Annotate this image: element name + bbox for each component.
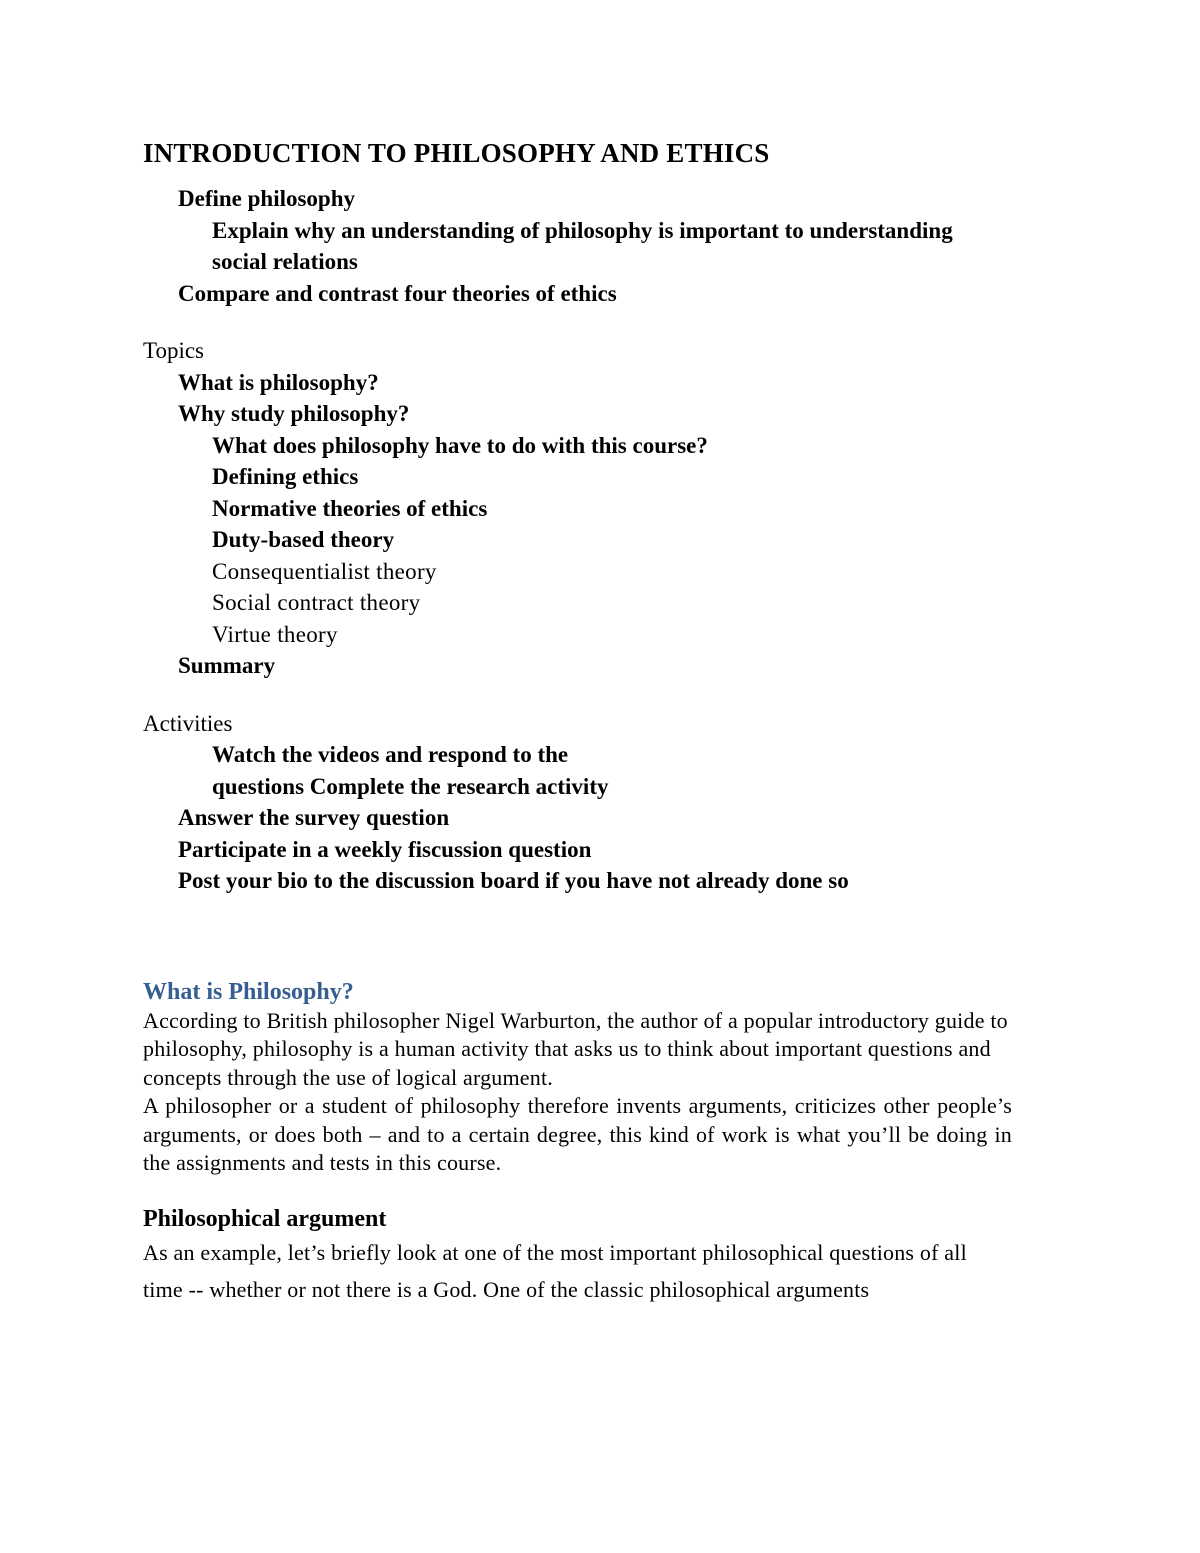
activity-line: questions Complete the research activity xyxy=(212,773,609,799)
what-is-philosophy-heading: What is Philosophy? xyxy=(143,978,354,1005)
topic-line: Social contract theory xyxy=(212,590,421,615)
topic-line: Consequentialist theory xyxy=(212,558,437,584)
activity-line: Post your bio to the discussion board if you have not already done so xyxy=(178,868,849,893)
objectives-list xyxy=(143,183,1012,309)
topic-line: What is philosophy? xyxy=(178,369,379,395)
topics-heading: Topics xyxy=(143,338,204,363)
topic-line: Normative theories of ethics xyxy=(212,495,488,521)
activity-line: Participate in a weekly fiscussion question xyxy=(178,836,592,862)
topic-line: Virtue theory xyxy=(212,621,338,647)
document-title: INTRODUCTION TO PHILOSOPHY AND ETHICS xyxy=(143,138,770,168)
philosophical-argument-heading: Philosophical argument xyxy=(143,1206,387,1233)
activity-line: Answer the survey question xyxy=(178,805,450,830)
objective-line: social relations xyxy=(212,249,358,274)
objective-line: Explain why an understanding of philosophy is important to understanding xyxy=(212,217,953,243)
what-is-philosophy-paragraph-2: A philosopher or a student of philosophy therefore invents arguments, criticizes other people’s arguments, or does both – and to a certain degree, this kind of work is what you’ll be doing in the assignments and tests in this course. xyxy=(143,1093,1012,1176)
topic-line: What does philosophy have to do with this course? xyxy=(212,432,708,458)
topic-line: Duty-based theory xyxy=(212,527,395,552)
objective-line: Define philosophy xyxy=(178,186,356,211)
topic-line: Summary xyxy=(178,653,276,678)
activity-line: Watch the videos and respond to the xyxy=(212,742,569,767)
philosophical-argument-paragraph: As an example, let’s briefly look at one of the most important philosophical questions of all time -- whether or not there is a God. One of the classic philosophical arguments xyxy=(143,1240,967,1303)
activities-section xyxy=(143,708,1012,897)
activities-heading: Activities xyxy=(143,710,233,736)
topic-line: Defining ethics xyxy=(212,464,359,489)
topics-section xyxy=(143,335,1012,682)
topic-line: Why study philosophy? xyxy=(178,401,410,426)
objective-line: Compare and contrast four theories of ethics xyxy=(178,280,617,306)
what-is-philosophy-paragraph-1: According to British philosopher Nigel Warburton, the author of a popular introductory guide to philosophy, philosophy is a human activity that asks us to think about important questions and concepts through the use of logical argument. xyxy=(143,1007,1008,1090)
